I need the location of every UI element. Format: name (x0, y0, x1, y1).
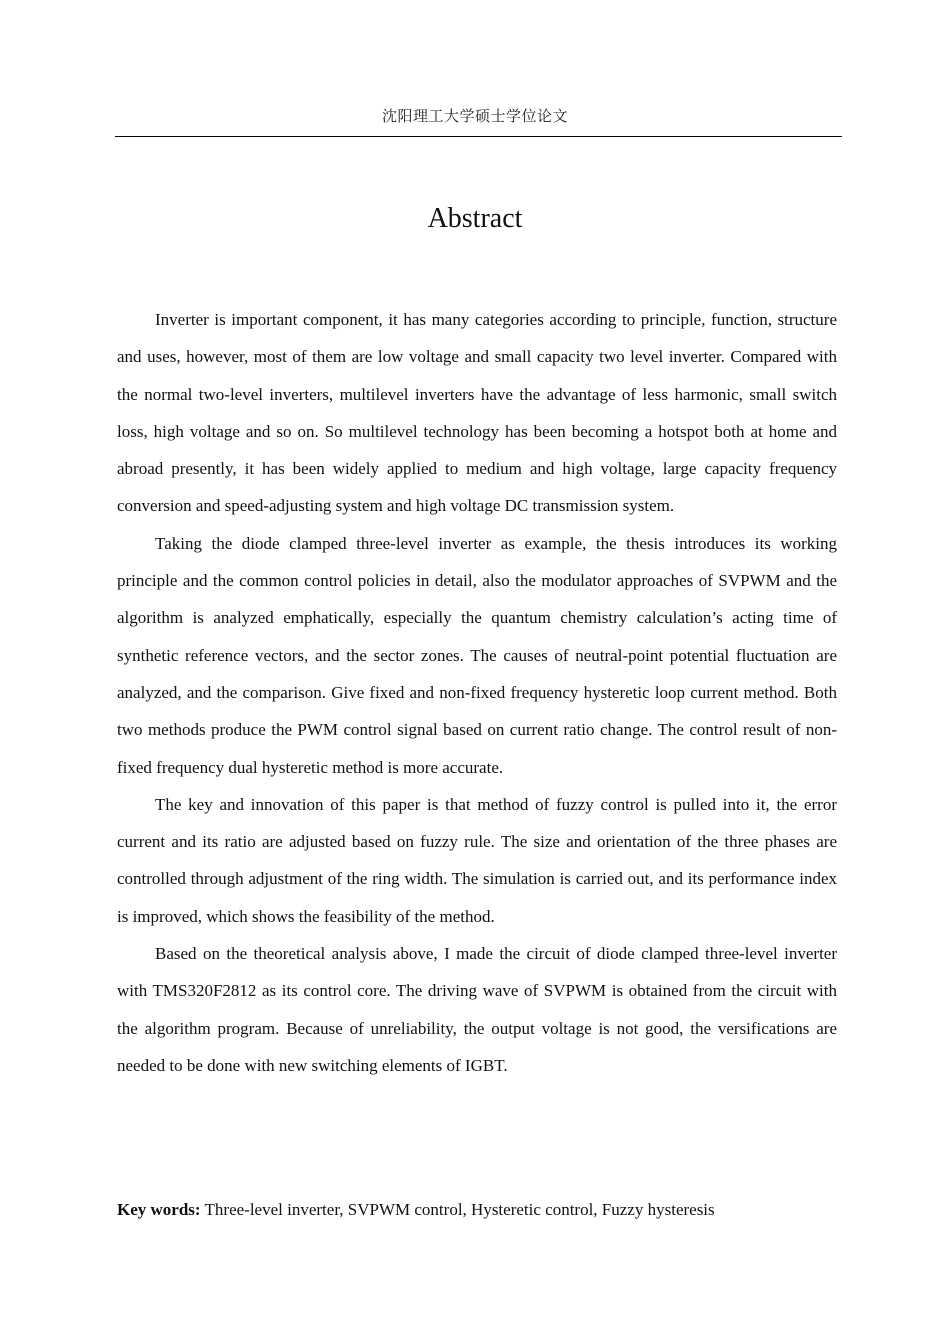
keywords-line (117, 1197, 837, 1223)
header-rule (115, 136, 842, 137)
abstract-paragraph-1: Inverter is important component, it has many categories according to principle, function, structure and uses, however, most of them are low voltage and small capacity two level inverter. Compared with the normal two-level inverters, multilevel inverters have the advantage of less harmonic, small switch loss, high voltage and so on. So multilevel technology has been becoming a hotspot both at home and abroad presently, it has been widely applied to medium and high voltage, large capacity frequency conversion and speed-adjusting system and high voltage DC transmission system. (117, 310, 837, 516)
abstract-paragraph-2: Taking the diode clamped three-level inverter as example, the thesis introduces its working principle and the common control policies in detail, also the modulator approaches of SVPWM and the algorithm is analyzed emphatically, especially the quantum chemistry calculation’s acting time of synthetic reference vectors, and the sector zones. The causes of neutral-point potential fluctuation are analyzed, and the comparison. Give fixed and non-fixed frequency hysteretic loop current method. Both two methods produce the PWM control signal based on current ratio change. The control result of non-fixed frequency dual hysteretic method is more accurate. (117, 533, 837, 777)
page-title: Abstract (427, 202, 523, 234)
running-header: 沈阳理工大学硕士学位论文 (381, 109, 568, 125)
abstract-paragraph-3: The key and innovation of this paper is that method of fuzzy control is pulled into it, the error current and its ratio are adjusted based on fuzzy rule. The size and orientation of the three phases are controlled through adjustment of the ring width. The simulation is carried out, and its performance index is improved, which shows the feasibility of the method. (117, 794, 837, 926)
keywords-text: Three-level inverter, SVPWM control, Hysteretic control, Fuzzy hysteresis (204, 1200, 715, 1219)
keywords-label: Key words: (117, 1200, 201, 1219)
abstract-paragraph-4: Based on the theoretical analysis above, I made the circuit of diode clamped three-level inverter with TMS320F2812 as its control core. The driving wave of SVPWM is obtained from the circuit with the algorithm program. Because of unreliability, the output voltage is not good, the versifications are needed to be done with new switching elements of IGBT. (117, 944, 837, 1075)
abstract-body (117, 301, 837, 1084)
